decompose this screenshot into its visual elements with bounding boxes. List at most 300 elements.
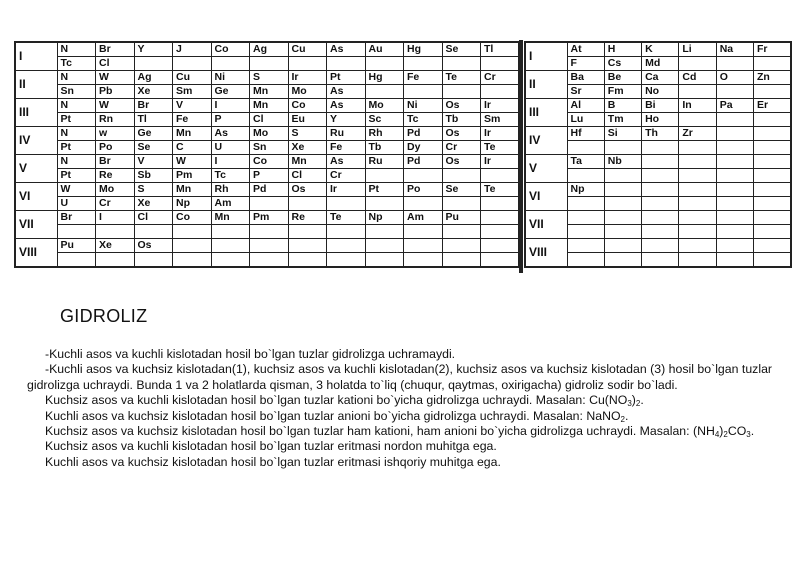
element-cell: Ir — [481, 99, 520, 113]
element-cell — [288, 253, 327, 268]
element-cell — [604, 169, 641, 183]
table-row — [525, 183, 791, 197]
element-cell: Mn — [250, 99, 289, 113]
element-cell: Tc — [57, 57, 96, 71]
element-cell: Dy — [404, 141, 443, 155]
element-cell: Cr — [442, 141, 481, 155]
element-cell: Po — [96, 141, 135, 155]
element-cell: Md — [642, 57, 679, 71]
group-label: VII — [15, 211, 57, 239]
element-cell — [404, 239, 443, 253]
text-run: ) — [719, 424, 724, 439]
element-cell: Os — [288, 183, 327, 197]
text-run: Kuchsiz asos va kuchsiz kislotadan hosil bo`lgan tuzlar ham kationi, ham anioni bo`yicha gidrolizga uchraydi. Masalan: (NH — [45, 424, 715, 439]
element-cell — [604, 183, 641, 197]
element-cell — [211, 253, 250, 268]
element-cell: Xe — [96, 239, 135, 253]
element-cell — [404, 169, 443, 183]
page-title: GIDROLIZ — [60, 306, 148, 326]
element-cell — [716, 183, 753, 197]
element-cell: Mn — [211, 211, 250, 225]
element-cell — [716, 57, 753, 71]
table-row — [525, 99, 791, 113]
element-cell: Rh — [211, 183, 250, 197]
element-cell: W — [96, 71, 135, 85]
element-cell: Ni — [404, 99, 443, 113]
element-cell: Li — [679, 42, 716, 57]
body-text — [27, 347, 772, 470]
element-cell: Te — [481, 141, 520, 155]
paragraph — [27, 409, 772, 424]
element-cell — [604, 141, 641, 155]
element-cell — [481, 57, 520, 71]
element-cell — [211, 225, 250, 239]
text-run: -Kuchli asos va kuchli kislotadan hosil bo`lgan tuzlar gidrolizga uchramaydi. — [45, 347, 456, 361]
element-cell — [327, 57, 366, 71]
element-cell — [679, 113, 716, 127]
element-cell — [679, 155, 716, 169]
group-label: VI — [15, 183, 57, 211]
element-cell: U — [57, 197, 96, 211]
element-cell: Rn — [96, 113, 135, 127]
element-cell: Na — [716, 42, 753, 57]
element-cell: Mo — [288, 85, 327, 99]
table-divider — [519, 40, 523, 273]
element-cell: Pu — [442, 211, 481, 225]
element-cell: Ag — [134, 71, 173, 85]
table-row — [15, 211, 519, 225]
element-cell: Ta — [567, 155, 604, 169]
table-row — [15, 113, 519, 127]
element-cell: Si — [604, 127, 641, 141]
element-cell: In — [679, 99, 716, 113]
element-cell — [604, 197, 641, 211]
element-cell: Xe — [288, 141, 327, 155]
element-cell — [679, 225, 716, 239]
element-cell: W — [57, 183, 96, 197]
element-cell — [716, 197, 753, 211]
element-cell — [642, 211, 679, 225]
element-cell: N — [57, 127, 96, 141]
element-cell — [567, 225, 604, 239]
element-cell: Pu — [57, 239, 96, 253]
element-cell: Bi — [642, 99, 679, 113]
element-cell — [481, 253, 520, 268]
element-cell: Tc — [404, 113, 443, 127]
element-cell — [288, 225, 327, 239]
element-cell — [173, 253, 212, 268]
element-cell — [753, 211, 790, 225]
element-cell: Te — [327, 211, 366, 225]
element-cell — [481, 85, 520, 99]
element-cell — [753, 253, 790, 268]
element-cell: Ge — [134, 127, 173, 141]
element-cell — [250, 225, 289, 239]
element-cell — [404, 225, 443, 239]
group-label: VI — [525, 183, 567, 211]
table-row — [525, 71, 791, 85]
element-cell: S — [250, 71, 289, 85]
table-row — [15, 225, 519, 239]
right-element-table — [524, 41, 792, 268]
element-cell — [567, 169, 604, 183]
element-cell: Ca — [642, 71, 679, 85]
element-cell: Cs — [604, 57, 641, 71]
element-cell — [753, 239, 790, 253]
element-cell — [679, 183, 716, 197]
text-run: Kuchsiz asos va kuchli kislotadan hosil bo`lgan tuzlar eritmasi nordon muhitga ega. — [45, 439, 497, 454]
group-label: III — [15, 99, 57, 127]
table-row — [525, 155, 791, 169]
element-cell: Y — [327, 113, 366, 127]
element-cell: Mo — [365, 99, 404, 113]
element-cell: Cu — [173, 71, 212, 85]
element-cell: Mn — [288, 155, 327, 169]
table-row — [15, 85, 519, 99]
text-run: Kuchli asos va kuchsiz kislotadan hosil bo`lgan tuzlar eritmasi ishqoriy muhitga ega. — [45, 454, 501, 469]
element-cell — [250, 253, 289, 268]
subscript: 3 — [746, 430, 751, 440]
element-cell — [716, 225, 753, 239]
element-cell: Y — [134, 42, 173, 57]
element-cell: Ba — [567, 71, 604, 85]
element-cell: V — [134, 155, 173, 169]
element-cell — [327, 239, 366, 253]
element-cell: Np — [173, 197, 212, 211]
element-cell — [481, 225, 520, 239]
group-label: III — [525, 99, 567, 127]
paragraph — [27, 393, 772, 408]
element-cell — [753, 141, 790, 155]
element-cell: C — [173, 141, 212, 155]
element-cell — [716, 211, 753, 225]
group-label: V — [525, 155, 567, 183]
text-run: . — [624, 408, 629, 423]
element-cell — [365, 85, 404, 99]
element-cell: W — [96, 99, 135, 113]
element-cell — [679, 253, 716, 268]
subscript: 3 — [627, 399, 632, 409]
element-cell: Ag — [250, 42, 289, 57]
element-cell — [404, 57, 443, 71]
element-cell: I — [211, 99, 250, 113]
element-cell — [716, 85, 753, 99]
element-cell: Ni — [211, 71, 250, 85]
element-cell: As — [327, 99, 366, 113]
element-cell — [642, 155, 679, 169]
element-cell — [481, 197, 520, 211]
element-cell: Be — [604, 71, 641, 85]
element-cell: B — [604, 99, 641, 113]
element-cell: Co — [288, 99, 327, 113]
element-cell: Rh — [365, 127, 404, 141]
table-row — [15, 99, 519, 113]
element-cell — [96, 253, 135, 268]
table-row — [525, 211, 791, 225]
element-cell: Er — [753, 99, 790, 113]
element-cell: H — [604, 42, 641, 57]
table-row — [15, 239, 519, 253]
element-cell: Fe — [327, 141, 366, 155]
element-cell: Te — [481, 183, 520, 197]
element-cell — [604, 239, 641, 253]
element-cell: Fe — [404, 71, 443, 85]
element-cell — [753, 85, 790, 99]
element-cell — [442, 225, 481, 239]
element-cell: Hg — [404, 42, 443, 57]
paragraph — [27, 439, 772, 454]
table-row — [15, 253, 519, 268]
element-cell: No — [642, 85, 679, 99]
element-cell: Tc — [211, 169, 250, 183]
element-cell — [96, 225, 135, 239]
group-label: I — [15, 42, 57, 71]
element-cell — [365, 225, 404, 239]
element-cell: Am — [404, 211, 443, 225]
element-cell: Sc — [365, 113, 404, 127]
element-cell: Mo — [96, 183, 135, 197]
element-cell — [404, 253, 443, 268]
element-cell: Np — [365, 211, 404, 225]
element-cell: N — [57, 42, 96, 57]
element-cell: Co — [211, 42, 250, 57]
element-cell: Cr — [96, 197, 135, 211]
element-cell — [716, 127, 753, 141]
group-label: IV — [525, 127, 567, 155]
element-cell: Mn — [173, 183, 212, 197]
element-cell: Os — [442, 155, 481, 169]
element-cell: N — [57, 155, 96, 169]
subscript: 2 — [620, 414, 625, 424]
element-cell: Tb — [442, 113, 481, 127]
element-cell: Pm — [173, 169, 212, 183]
element-cell: Ho — [642, 113, 679, 127]
element-cell — [679, 211, 716, 225]
element-cell — [57, 225, 96, 239]
element-cell: S — [134, 183, 173, 197]
element-cell: Sb — [134, 169, 173, 183]
element-cell — [57, 253, 96, 268]
element-cell — [716, 113, 753, 127]
element-cell: Cl — [96, 57, 135, 71]
element-cell: N — [57, 71, 96, 85]
element-cell — [567, 141, 604, 155]
element-cell: Hf — [567, 127, 604, 141]
element-cell — [365, 57, 404, 71]
element-cell — [134, 225, 173, 239]
element-cell — [716, 155, 753, 169]
subscript: 2 — [635, 399, 641, 409]
element-cell — [716, 239, 753, 253]
element-cell: Pd — [250, 183, 289, 197]
element-cell — [679, 85, 716, 99]
table-row — [15, 197, 519, 211]
element-cell: Tl — [481, 42, 520, 57]
element-cell — [753, 113, 790, 127]
element-cell: Tm — [604, 113, 641, 127]
element-cell — [642, 197, 679, 211]
element-cell — [567, 253, 604, 268]
element-cell — [442, 85, 481, 99]
element-cell — [642, 225, 679, 239]
element-cell — [642, 169, 679, 183]
element-cell — [173, 225, 212, 239]
element-cell: As — [327, 155, 366, 169]
element-cell — [442, 169, 481, 183]
element-cell: Se — [442, 183, 481, 197]
element-cell: Eu — [288, 113, 327, 127]
element-cell — [481, 169, 520, 183]
left-element-table — [14, 41, 520, 268]
element-cell: Th — [642, 127, 679, 141]
element-cell — [442, 57, 481, 71]
element-cell: Cu — [288, 42, 327, 57]
table-row — [525, 42, 791, 57]
element-cell: As — [327, 85, 366, 99]
element-cell: Br — [57, 211, 96, 225]
element-cell — [288, 197, 327, 211]
element-cell — [288, 239, 327, 253]
element-cell: Tl — [134, 113, 173, 127]
element-cell — [211, 239, 250, 253]
element-cell — [327, 253, 366, 268]
element-cell — [365, 253, 404, 268]
element-cell: Mn — [250, 85, 289, 99]
paragraph — [27, 455, 772, 470]
element-cell: Se — [134, 141, 173, 155]
element-cell: Ir — [481, 155, 520, 169]
element-cell — [716, 253, 753, 268]
table-row — [15, 57, 519, 71]
element-cell — [567, 211, 604, 225]
element-cell: Au — [365, 42, 404, 57]
paragraph — [27, 347, 772, 362]
element-cell — [481, 239, 520, 253]
element-cell: Tb — [365, 141, 404, 155]
element-cell — [753, 169, 790, 183]
text-run: -Kuchli asos va kuchsiz kislotadan(1), kuchsiz asos va kuchli kislotadan(2), kuchsiz asos va kuchsiz kislotadan (3) hosil bo`lgan tuzlar gidrolizga uchraydi. Bunda 1 va 2 holatlarda qisman, 3 holatda to`liq (chuqur, qaytmas, oxirigacha) gidroliz sodir bo`ladi. — [27, 362, 772, 392]
element-cell — [442, 253, 481, 268]
element-cell — [365, 169, 404, 183]
element-cell: Pt — [57, 169, 96, 183]
element-cell — [404, 85, 443, 99]
element-cell — [753, 57, 790, 71]
element-cell: Al — [567, 99, 604, 113]
group-label: I — [525, 42, 567, 71]
element-cell — [679, 141, 716, 155]
element-cell: Sm — [481, 113, 520, 127]
group-label: II — [525, 71, 567, 99]
element-cell — [250, 239, 289, 253]
element-cell — [134, 253, 173, 268]
element-cell: Pm — [250, 211, 289, 225]
element-cell: Am — [211, 197, 250, 211]
element-cell: N — [57, 99, 96, 113]
element-cell: Ir — [288, 71, 327, 85]
element-cell: F — [567, 57, 604, 71]
element-cell — [716, 141, 753, 155]
element-cell: As — [211, 127, 250, 141]
element-cell — [173, 239, 212, 253]
element-cell: W — [173, 155, 212, 169]
element-cell: Xe — [134, 85, 173, 99]
group-label: VIII — [525, 239, 567, 268]
element-cell — [404, 197, 443, 211]
table-row — [15, 155, 519, 169]
element-cell: Sr — [567, 85, 604, 99]
element-cell: Np — [567, 183, 604, 197]
element-cell: Xe — [134, 197, 173, 211]
group-label: V — [15, 155, 57, 183]
element-cell: Pb — [96, 85, 135, 99]
element-cell: Cl — [134, 211, 173, 225]
group-label: IV — [15, 127, 57, 155]
paragraph — [27, 424, 772, 439]
table-row — [15, 141, 519, 155]
element-cell — [642, 253, 679, 268]
element-cell — [604, 225, 641, 239]
element-cell — [442, 239, 481, 253]
subscript: 4 — [714, 430, 720, 440]
element-cell — [365, 239, 404, 253]
element-cell — [716, 169, 753, 183]
element-cell — [642, 183, 679, 197]
text-run: . — [640, 393, 644, 408]
element-cell — [250, 197, 289, 211]
element-cell: Cr — [327, 169, 366, 183]
element-cell: Cr — [481, 71, 520, 85]
element-cell: Os — [442, 99, 481, 113]
element-cell: Cl — [288, 169, 327, 183]
element-cell — [604, 211, 641, 225]
element-cell: I — [211, 155, 250, 169]
text-run: ) — [631, 393, 636, 408]
table-row — [15, 42, 519, 57]
element-cell: Pd — [404, 155, 443, 169]
element-cell: Sm — [173, 85, 212, 99]
element-cell: Hg — [365, 71, 404, 85]
element-cell: At — [567, 42, 604, 57]
element-cell: Zr — [679, 127, 716, 141]
element-cell — [753, 127, 790, 141]
element-cell: Re — [288, 211, 327, 225]
element-cell: Cd — [679, 71, 716, 85]
element-cell: O — [716, 71, 753, 85]
element-cell: Mo — [250, 127, 289, 141]
text-run: Kuchli asos va kuchsiz kislotadan hosil bo`lgan tuzlar anioni bo`yicha gidrolizga uchraydi. Masalan: NaNO — [45, 408, 621, 423]
element-cell: Lu — [567, 113, 604, 127]
element-cell: K — [642, 42, 679, 57]
element-cell — [134, 57, 173, 71]
element-cell: Co — [250, 155, 289, 169]
element-cell: V — [173, 99, 212, 113]
table-row — [15, 71, 519, 85]
element-cell: Pa — [716, 99, 753, 113]
element-cell — [567, 197, 604, 211]
element-cell: Cl — [250, 113, 289, 127]
subscript: 2 — [723, 430, 728, 440]
element-cell: Ge — [211, 85, 250, 99]
text-run: Kuchsiz asos va kuchli kislotadan hosil bo`lgan tuzlar kationi bo`yicha gidrolizga uchraydi. Masalan: Cu(NO — [45, 393, 628, 408]
element-cell: As — [327, 42, 366, 57]
element-cell: Pt — [57, 141, 96, 155]
element-cell: Po — [404, 183, 443, 197]
table-row — [525, 239, 791, 253]
element-cell: Os — [442, 127, 481, 141]
element-cell — [753, 197, 790, 211]
group-label: II — [15, 71, 57, 99]
element-cell — [679, 197, 716, 211]
